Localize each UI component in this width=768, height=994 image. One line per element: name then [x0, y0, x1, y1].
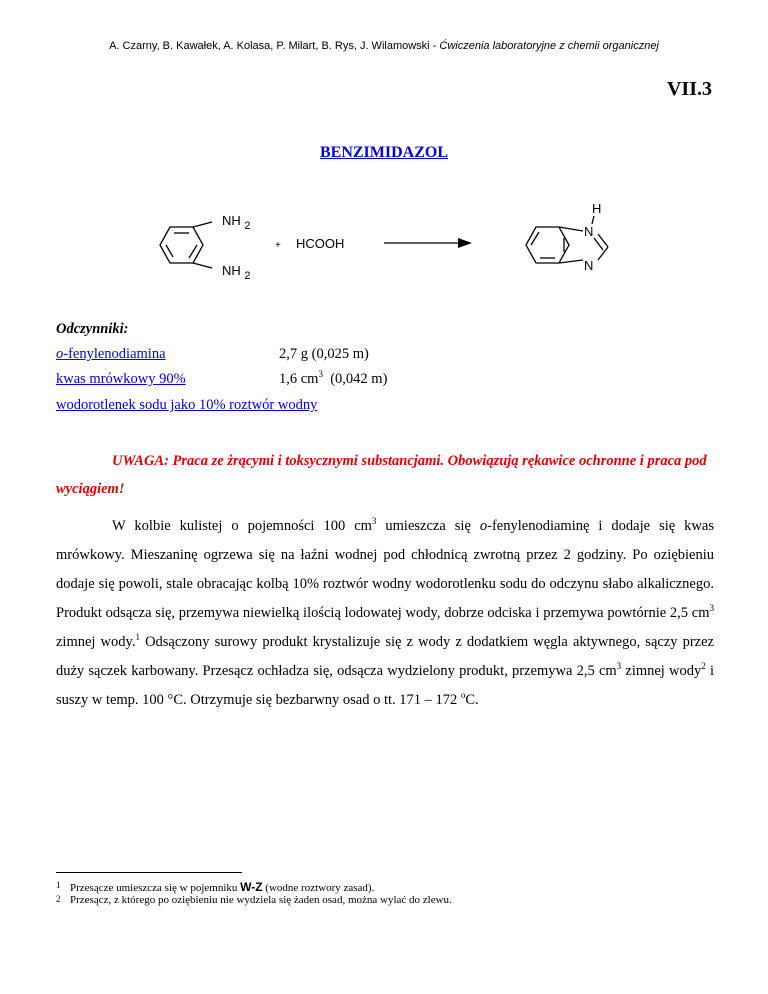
procedure-paragraph: W kolbie kulistej o pojemności 100 $cm^3$ umieszcza się o-fenylenodiaminę i dodaje się kwas mrówkowy. Mieszaninę ogrzewa się na łaźni wodnej pod chłodnicą zwrotną przez 2 godziny. Po oziębieniu dodaje się powoli, stale obracając kolbą 10% roztwór wodny wodorotlenku sodu do odczynu słabo alkalicznego. Produkt odsącza się, przemywa niewielką ilością lodowatej wody, dobrze odciska i przemywa powtórnie 2,5 $cm^3$ zimnej wody.$^1$ Odsączony surowy produkt krystalizuje się z wody z dodatkiem węgla aktywnego, sączy przez duży sączek karbowany. Przesącz ochładza się, odsącza wydzielony produkt, przemywa 2,5 $cm^3$ zimnej wody$^2$ i suszy w temp. 100 °C. Otrzymuje się bezbarwny osad o tt. 171 – 172 $^o$C.	[56, 516, 722, 708]
running-header	[0, 40, 768, 52]
section-number: VII.3	[666, 78, 712, 100]
product-n1-label: N	[584, 224, 594, 239]
formic-acid-label: HCOOH	[296, 236, 345, 251]
header-book-title: Ćwiczenia laboratoryjne z chemii organicznej	[439, 40, 659, 52]
reagent-1-link[interactable]: o-fenylenodiamina	[56, 346, 166, 362]
reactant-o-phenylenediamine	[160, 222, 212, 268]
page-title[interactable]: BENZIMIDAZOL	[319, 144, 449, 161]
reagent-3-name[interactable]	[56, 397, 317, 414]
reagent-1-name[interactable]	[56, 346, 166, 363]
plus-sign: +	[275, 240, 281, 251]
nh2-bottom-label: NH $_2$	[222, 263, 251, 282]
footnote-separator	[56, 872, 242, 873]
reagent-2-amount: 1,6 $cm^3$ (0,042 m)	[279, 369, 388, 387]
product-n2-label: N	[584, 258, 594, 273]
reaction-scheme	[0, 190, 768, 290]
footnote-ref-2: 2	[701, 661, 706, 672]
reagent-2-link[interactable]: kwas mrówkowy 90%	[56, 371, 186, 387]
header-authors: A. Czarny, B. Kawałek, A. Kolasa, P. Milart, B. Rys, J. Wilamowski -	[109, 40, 440, 52]
reagents-heading: Odczynniki:	[56, 321, 129, 337]
reagent-3-link[interactable]: wodorotlenek sodu jako 10% roztwór wodny	[56, 397, 318, 413]
reaction-arrow	[384, 238, 472, 248]
footnote-1: 1 Przesącze umieszcza się w pojemniku W-Z (wodne roztwory zasad).	[56, 880, 375, 894]
footnote-2: 2 Przesącz, z którego po oziębieniu nie wydziela się żaden osad, można wylać do zlewu.	[56, 894, 452, 906]
product-h-label: H	[592, 201, 602, 216]
footnote-ref-1: 1	[135, 632, 140, 643]
safety-warning: UWAGA: Praca ze żrącymi i toksycznymi substancjami. Obowiązują rękawice ochronne i praca pod wyciągiem!	[56, 453, 707, 497]
reagent-1-amount: 2,7 g (0,025 m)	[279, 346, 369, 362]
reagent-2-name[interactable]	[56, 371, 186, 388]
nh2-top-label: NH $_2$	[222, 213, 251, 232]
product-benzimidazole	[526, 216, 608, 263]
